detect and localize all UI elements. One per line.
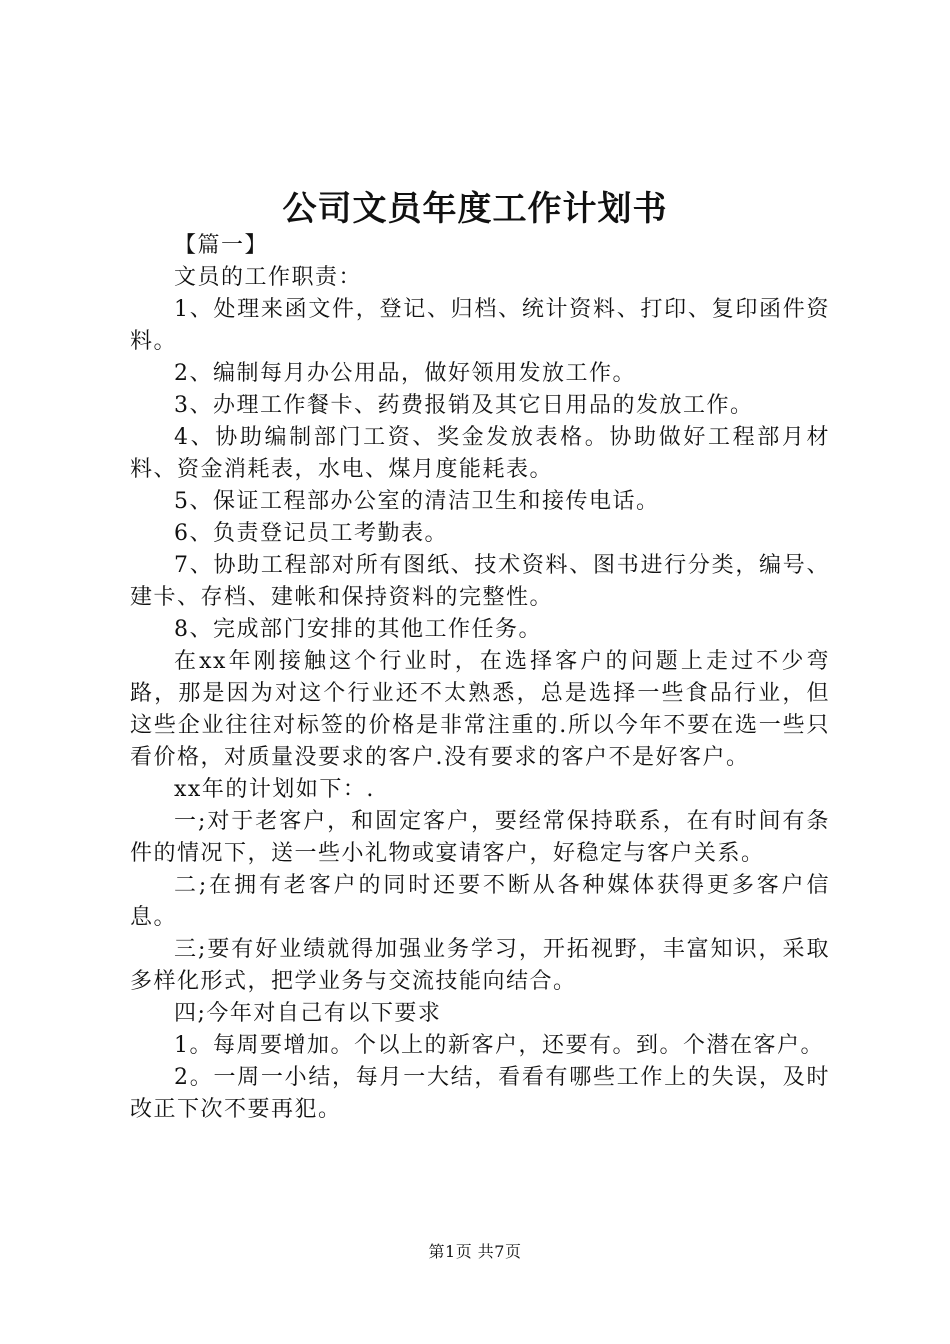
paragraph: 8、完成部门安排的其他工作任务。 (174, 617, 542, 642)
paragraph: 文员的工作职责： (174, 265, 363, 290)
page-number: 第1页 共7页 (428, 1242, 522, 1261)
paragraph: xx年的计划如下：. (174, 777, 375, 802)
paragraph: 四;今年对自己有以下要求 (174, 1001, 442, 1026)
paragraph: 1。每周要增加。个以上的新客户，还要有。到。个潜在客户。 (174, 1033, 824, 1058)
paragraph: 7、协助工程部对所有图纸、技术资料、图书进行分类，编号、建卡、存档、建帐和保持资料的完整性。 (130, 553, 830, 610)
paragraph: 一;对于老客户，和固定客户，要经常保持联系，在有时间有条件的情况下，送一些小礼物或宴请客户，好稳定与客户关系。 (130, 809, 830, 866)
paragraph: 6、负责登记员工考勤表。 (174, 521, 448, 546)
paragraph: 二;在拥有老客户的同时还要不断从各种媒体获得更多客户信息。 (130, 873, 830, 930)
section-heading: 【篇一】 (174, 233, 269, 258)
paragraph: 3、办理工作餐卡、药费报销及其它日用品的发放工作。 (174, 393, 754, 418)
paragraph: 三;要有好业绩就得加强业务学习，开拓视野，丰富知识，采取多样化形式，把学业务与交流技能向结合。 (130, 937, 830, 994)
paragraph: 4、协助编制部门工资、奖金发放表格。协助做好工程部月材料、资金消耗表，水电、煤月度能耗表。 (130, 425, 830, 482)
document-title: 公司文员年度工作计划书 (282, 189, 668, 229)
paragraph: 2、编制每月办公用品，做好领用发放工作。 (174, 361, 636, 386)
paragraph: 2。一周一小结，每月一大结，看看有哪些工作上的失误，及时改正下次不要再犯。 (130, 1065, 830, 1122)
paragraph: 在xx年刚接触这个行业时，在选择客户的问题上走过不少弯路，那是因为对这个行业还不太熟悉，总是选择一些食品行业，但这些企业往往对标签的价格是非常注重的.所以今年不要在选一些只看价格，对质量没要求的客户.没有要求的客户不是好客户。 (130, 649, 830, 770)
paragraph: 1、处理来函文件，登记、归档、统计资料、打印、复印函件资料。 (130, 297, 830, 354)
document-body (130, 230, 830, 1126)
paragraph: 5、保证工程部办公室的清洁卫生和接传电话。 (174, 489, 660, 514)
